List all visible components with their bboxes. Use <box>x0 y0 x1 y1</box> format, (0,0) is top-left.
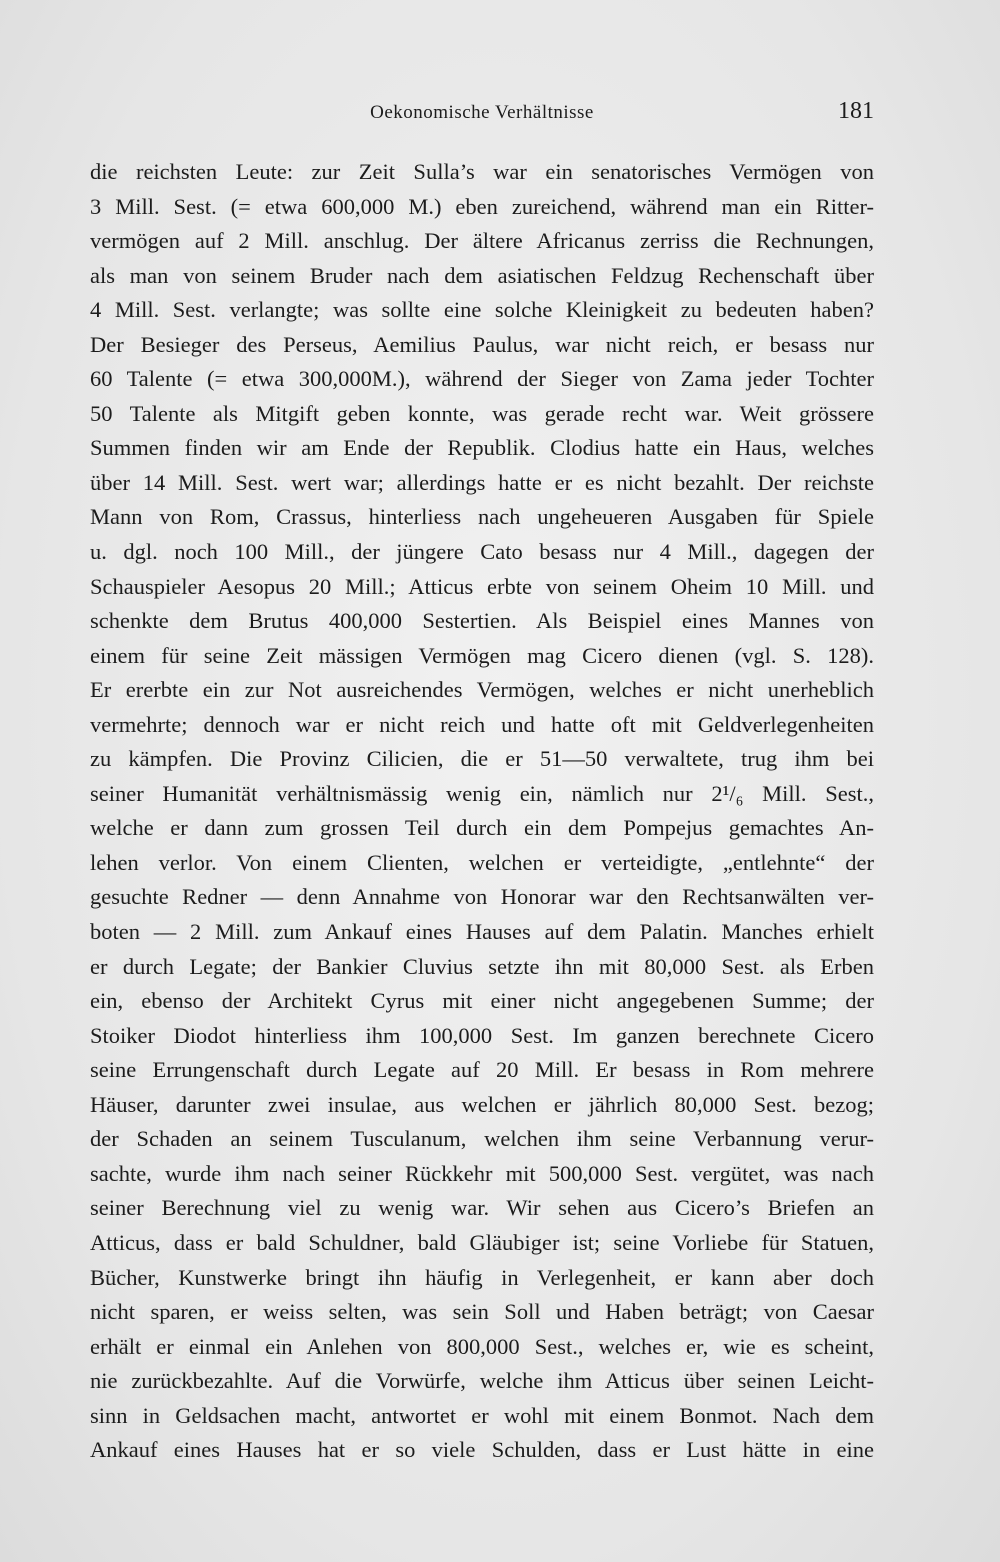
text-line: nie zurückbezahlte. Auf die Vorwürfe, welche ihm Atticus über seinen Leicht- <box>90 1368 874 1394</box>
text-line: welche er dann zum grossen Teil durch ein dem Pompejus gemachtes An- <box>90 815 874 841</box>
text-line: Bücher, Kunstwerke bringt ihn häufig in Verlegenheit, er kann aber doch <box>90 1264 874 1290</box>
text-line: der Schaden an seinem Tusculanum, welchen ihm seine Verbannung verur- <box>90 1126 874 1152</box>
text-line: Ankauf eines Hauses hat er so viele Schulden, dass er Lust hätte in eine <box>90 1437 874 1463</box>
text-line: Häuser, darunter zwei insulae, aus welchen er jährlich 80,000 Sest. bezog; <box>90 1091 874 1117</box>
text-line: als man von seinem Bruder nach dem asiatischen Feldzug Rechenschaft über <box>90 262 874 288</box>
text-line: die reichsten Leute: zur Zeit Sulla’s war ein senatorisches Vermögen von <box>90 159 874 184</box>
text-line: ein, ebenso der Architekt Cyrus mit einer nicht angegebenen Summe; der <box>90 988 874 1014</box>
text-line: vermehrte; dennoch war er nicht reich und hatte oft mit Geldverlegenheiten <box>90 711 874 737</box>
text-line: Schauspieler Aesopus 20 Mill.; Atticus erbte von seinem Oheim 10 Mill. und <box>90 573 874 599</box>
text-line: Mann von Rom, Crassus, hinterliess nach ungeheueren Ausgaben für Spiele <box>90 504 874 530</box>
text-line: sinn in Geldsachen macht, antwortet er wohl mit einem Bonmot. Nach dem <box>90 1402 874 1428</box>
running-title: Oekonomische Verhältnisse <box>370 102 594 123</box>
text-line: seine Errungenschaft durch Legate auf 20 Mill. Er besass in Rom mehrere <box>90 1057 874 1083</box>
text-line: u. dgl. noch 100 Mill., der jüngere Cato besass nur 4 Mill., dagegen der <box>90 539 874 565</box>
text-line: boten — 2 Mill. zum Ankauf eines Hauses auf dem Palatin. Manches erhielt <box>90 919 874 945</box>
text-line: lehen verlor. Von einem Clienten, welchen er verteidigte, „entlehnte“ der <box>90 849 874 875</box>
text-line: seiner Humanität verhältnismässig wenig ein, nämlich nur 2¹/₆ Mill. Sest., <box>90 780 874 806</box>
text-line: 4 Mill. Sest. verlangte; was sollte eine solche Kleinigkeit zu bedeuten haben? <box>90 297 874 323</box>
text-line: über 14 Mill. Sest. wert war; allerdings hatte er es nicht bezahlt. Der reichste <box>90 469 874 495</box>
text-line: 50 Talente als Mitgift geben konnte, was gerade recht war. Weit grössere <box>90 400 874 426</box>
text-line: Atticus, dass er bald Schuldner, bald Gläubiger ist; seine Vorliebe für Statuen, <box>90 1229 874 1255</box>
text-line: zu kämpfen. Die Provinz Cilicien, die er 51—50 verwaltete, trug ihm bei <box>90 746 874 772</box>
text-line: Der Besieger des Perseus, Aemilius Paulus, war nicht reich, er besass nur <box>90 331 874 357</box>
page-header <box>90 98 874 128</box>
text-line: erhält er einmal ein Anlehen von 800,000 Sest., welches er, wie es scheint, <box>90 1333 874 1359</box>
text-line: nicht sparen, er weiss selten, was sein Soll und Haben beträgt; von Caesar <box>90 1299 874 1325</box>
text-line: Er ererbte ein zur Not ausreichendes Vermögen, welches er nicht unerheblich <box>90 677 874 703</box>
text-line: sachte, wurde ihm nach seiner Rückkehr mit 500,000 Sest. vergütet, was nach <box>90 1160 874 1186</box>
text-line: Summen finden wir am Ende der Republik. Clodius hatte ein Haus, welches <box>90 435 874 461</box>
text-line: einem für seine Zeit mässigen Vermögen mag Cicero dienen (vgl. S. 128). <box>90 642 874 668</box>
text-line: 60 Talente (= etwa 300,000M.), während der Sieger von Zama jeder Tochter <box>90 366 874 392</box>
body-text <box>90 155 874 1468</box>
text-line: 3 Mill. Sest. (= etwa 600,000 M.) eben zureichend, während man ein Ritter- <box>90 193 874 219</box>
text-line: vermögen auf 2 Mill. anschlug. Der ältere Africanus zerriss die Rechnungen, <box>90 228 874 254</box>
text-line: Stoiker Diodot hinterliess ihm 100,000 Sest. Im ganzen berechnete Cicero <box>90 1022 874 1048</box>
page-number: 181 <box>838 98 874 124</box>
text-line: schenkte dem Brutus 400,000 Sestertien. Als Beispiel eines Mannes von <box>90 608 874 634</box>
text-line: gesuchte Redner — denn Annahme von Honorar war den Rechtsanwälten ver- <box>90 884 874 910</box>
text-line: seiner Berechnung viel zu wenig war. Wir sehen aus Cicero’s Briefen an <box>90 1195 874 1221</box>
text-line: er durch Legate; der Bankier Cluvius setzte ihn mit 80,000 Sest. als Erben <box>90 953 874 979</box>
